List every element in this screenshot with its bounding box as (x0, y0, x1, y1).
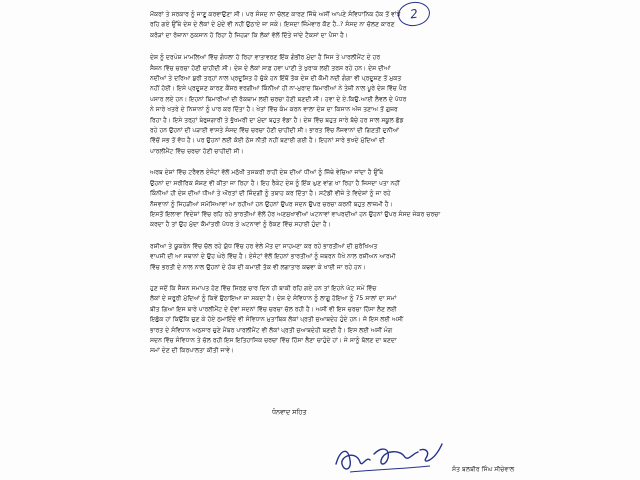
text-line: ਸੈਸ਼ਨ ਵਿੱਚ ਚਰਚਾ ਹੋਣੀ ਚਾਹੀਦੀ ਸੀ। ਦੇਸ਼ ਦੇ ਲੋਕਾਂ ਸਾਫ਼ ਹਵਾ ਪਾਣੀ ਤੇ ਖੁਰਾਕ ਲਈ ਤਰਸ ਰਹੇ ਹਨ। ਦੇਸ਼ ਦੀਆਂ (150, 64, 391, 72)
text-line: ਲੋਕਾਂ ਦੇ ਜ਼ਰੂਰੀ ਮੁੱਦਿਆਂ ਨੂੰ ਕਿਵੇਂ ਉਠਾਇਆ ਜਾ ਸਕਦਾ ਹੈ। ਦੇਸ਼ ਦੇ ਸੰਵਿਧਾਨ ਨੂੰ ਲਾਗੂ ਹੋਇਆ ਨੂੰ 75 ਸਾਲਾਂ ਦਾ ਸਮਾਂ (150, 295, 397, 303)
text-line: ਨੌਜਵਾਨਾਂ ਨੂੰ ਜਿਹੜੀਆਂ ਸਮੱਸਿਆਵਾਂ ਆ ਰਹੀਆਂ ਹਨ ਉਹਨਾਂ ਉਪਰ ਸਦਨ ਉਪਰ ਚਰਚਾ ਕਰਨੀ ਬਹੁਤ ਲਾਜ਼ਮੀ ਹੈ। (150, 200, 393, 208)
text-line: ਨਦੀਆਂ ਤੇ ਦਰਿਆ ਬੁਰੀ ਤਰ੍ਹਾਂ ਨਾਲ ਪ੍ਰਦੂਸ਼ਿਤ ਹੋ ਚੁੱਕੇ ਹਨ ਇੱਥੋਂ ਤੱਕ ਦੇਸ਼ ਦੀ ਕੌਮੀ ਨਦੀ ਗੰਗਾ ਵੀ ਪ੍ਰਦੂਸ਼ਣ ਤੋਂ ਮੁਕਤ (150, 75, 402, 83)
paragraph-4 (150, 242, 505, 273)
text-line: ਕਿੰਨੀਆਂ ਹੀ ਦੇਸ਼ ਦੀਆਂ ਧੀਆਂ ਤੇ ਔਰਤਾਂ ਦੀ ਜ਼ਿੰਦਗੀ ਨੂੰ ਤਬਾਹ ਕਰ ਦਿੱਤਾ ਹੈ। ਸਟੱਡੀ ਵੀਜ਼ੇ ਤੇ ਵਿਦੇਸ਼ਾਂ ਨੂੰ ਜਾ ਰਹੇ (150, 190, 391, 198)
paragraph-2 (150, 53, 505, 157)
paragraph-1 (150, 10, 505, 41)
page-number: 2 (409, 6, 419, 22)
text-line: ਵਿੱਚੋਂ ਸਭ ਤੋਂ ਵੱਧ ਹੈ। ਪਰ ਉਹਨਾਂ ਲਈ ਕੋਈ ਠੋਸ ਨੀਤੀ ਨਹੀਂ ਬਣਾਈ ਗਈ ਹੈ। ਇਹਨਾਂ ਸਾਰੇ ਭਖਦੇ ਮੁੱਦਿਆਂ ਦੀ (150, 137, 385, 145)
text-line: ਬੀਤ ਗਿਆ ਇਸ ਬਾਰੇ ਪਾਰਲੀਮੈਂਟ ਦੇ ਦੋਵਾਂ ਸਦਨਾਂ ਵਿੱਚ ਚਰਚਾ ਚੱਲ ਰਹੀ ਹੈ। ਅਸੀਂ ਵੀ ਇਸ ਚਰਚਾ ਹਿੱਸਾ ਲੈਣ ਲਈ (150, 305, 397, 313)
text-line: ਨੇ ਸਾਰੇ ਖਤਰੇ ਦੇ ਨਿਸ਼ਾਨਾਂ ਨੂੰ ਪਾਰ ਕਰ ਦਿੱਤਾ ਹੈ। ਖੇਤਾਂ ਵਿੱਚ ਕੰਮ ਕਰਨ ਵਾਲਾ ਦੇਸ਼ ਦਾ ਕਿਸਾਨ ਅੱਜ ਤਣਾਅ ਤੋਂ ਗੁਜ਼ਰ (150, 106, 398, 114)
letter-body (150, 10, 505, 368)
text-line: ਮੌਕਰਾਂ ਤੇ ਸਰਕਾਰ ਨੂੰ ਜਾਣੂ ਕਰਵਾਉਣਾ ਸੀ। ਪਰ ਸੰਸਦ ਨਾ ਚੱਲਣ ਕਾਰਣ ਜਿੱਥੇ ਅਸੀਂ ਆਪਣੇ ਸੰਵਿਧਾਨਿਕ ਹੱਕ ਤੋਂ ਵਾਂਝੇ (150, 11, 401, 18)
text-line: ਰਿਹਾ ਹੈ। ਇਸੇ ਤਰ੍ਹਾਂ ਬੇਰੁਜ਼ਗਾਰੀ ਤੇ ਭੁੱਖਮਰੀ ਦਾ ਮੁੱਦਾ ਬਹੁਤ ਵੱਡਾ ਹੈ। ਦੇਸ਼ ਵਿੱਚ ਬਹੁਤ ਸਾਰੇ ਬੱਚੇ ਹਰ ਸਾਲ ਸਕੂਲ ਛੱਡ (150, 116, 404, 124)
signer-name: ਸੰਤ ਬਲਬੀਰ ਸਿੰਘ ਸੀਚੇਵਾਲ (452, 466, 515, 473)
text-line: ਸਮਾਂ ਦੇਣ ਦੀ ਕਿਰਪਾਲਤਾ ਕੀਤੀ ਜਾਵੇ। (150, 347, 235, 355)
text-line: ਇਛੁੱਕ ਹਾਂ ਕਿਉਂਕਿ ਚੁਣ ਕੇ ਹੋਏ ਨੁਮਾਇੰਦੇ ਵੀ ਸੰਵਿਧਾਨ ਮੁਤਾਬਿਕ ਲੋਕਾਂ ਪ੍ਰਤੀ ਜੁਆਬਦੇਹ ਹੁੰਦੇ ਹਨ। ਜੋ ਇਸ ਲਈ ਅਸੀਂ (150, 316, 404, 324)
text-line: ਦੇਸ਼ ਨੂੰ ਦਰਪੇਸ਼ ਮਾਮਲਿਆਂ ਵਿੱਚ ਗੰਧਲਾ ਹੋ ਰਿਹਾ ਵਾਤਾਵਰਣ ਇੱਕ ਗੰਭੀਰ ਮੁੱਦਾ ਹੈ ਜਿਸ ਤੇ ਪਾਰਲੀਮੈਂਟ ਦੇ ਹਰ (150, 54, 381, 62)
closing-salutation: ਧੰਨਵਾਦ ਸਹਿਤ (272, 408, 307, 416)
text-line: ਇਸਤੋਂ ਇਲਾਵਾ ਵਿਦੇਸ਼ਾਂ ਵਿੱਚ ਰਹਿ ਰਹੇ ਭਾਰਤੀਆਂ ਵੱਲੋਂ ਹੋਰ ਅਣਸੁਖਾਵੀਆਂ ਘਟਨਾਵਾਂ ਵਾਪਰਦੀਆਂ ਹਨ ਉਹਨਾਂ ਉਪਰ ਸੰਸਦ ਜੇਕਰ ਚਰਚਾ (150, 210, 441, 218)
text-line: ਪਸਾਰ ਲਏ ਹਨ। ਇਹਨਾਂ ਬਿਮਾਰੀਆਂ ਦੀ ਰੋਕਥਾਮ ਲਈ ਚਰਚਾ ਹੋਣੀ ਬਣਦੀ ਸੀ। ਹਵਾ ਦੇ ਏ.ਕਿਉ.ਆਈ ਲੈਵਲ ਦੇ ਪੱਧਰ (150, 95, 407, 103)
text-line: ਭਾਰਤ ਦੇ ਸੰਵਿਧਾਨ ਅਨੁਸਾਰ ਚੁਣੇ ਮੈਂਬਰ ਪਾਰਲੀਮੈਂਟ ਵੀ ਲੋਕਾਂ ਪ੍ਰਤੀ ਜੁਆਬਦੇਹੀ ਬਣਦੀ ਹੈ। ਇਸ ਲਈ ਅਸੀਂ ਮੰਗ (150, 326, 393, 334)
text-line: ਹੁਣ ਜਦੋਂ ਕਿ ਸੈਸ਼ਨ ਸਮਾਪਤ ਹੋਣ ਵਿੱਚ ਸਿਰਫ਼ ਚਾਰ ਦਿਨ ਹੀ ਬਾਕੀ ਰਹਿ ਗਏ ਹਨ ਤਾਂ ਇਹਨੇ ਘੱਟ ਸਮੇਂ ਵਿੱਚ (150, 284, 377, 292)
text-line: ਕਰਦਾ ਹੈ ਤਾਂ ਉਹ ਮੁੱਦਾ ਕੌਮਾਂਤਰੀ ਪੱਧਰ ਤੇ ਘਟਨਾਵਾਂ ਨੂੰ ਰੋਕਣ ਵਿੱਚ ਸਹਾਈ ਹੁੰਦਾ ਹੈ। (150, 221, 331, 229)
paragraph-5 (150, 284, 505, 357)
text-line: ਵਾਪਸੀ ਦੀ ਆ ਸਥਾਨਾਂ ਦੇ ਉਹ ਘੇਰੇ ਵਿੱਚ ਹੈ। ਏਜੰਟਾਂ ਵੱਲੋਂ ਇਹਨਾਂ ਭਾਰਤੀਆਂ ਨੂੰ ਜ਼ਬਰਨ ਧੋਖੇ ਨਾਲ ਰਸ਼ੀਅਨ ਆਰਮੀ (150, 253, 396, 261)
text-line: ਰਸ਼ੀਆ ਤੇ ਯੂਕਰੇਨ ਵਿੱਚ ਚੱਲ ਰਹੇ ਯੁੱਧ ਵਿੱਚ ਹਰ ਵੇਲੇ ਮੌਤ ਦਾ ਸਾਹਮਣਾ ਕਰ ਰਹੇ ਭਾਰਤੀਆਂ ਦੀ ਸੁਰੱਖਿਅਤ (150, 242, 378, 250)
text-line: ਉਹਨਾਂ ਦਾ ਸਰੀਰਿਕ ਸ਼ੋਸ਼ਣ ਵੀ ਕੀਤਾ ਜਾ ਰਿਹਾ ਹੈ। ਇਹ ਰੈਕੇਟ ਦੇਸ਼ ਨੂੰ ਇੱਕ ਘੁਣ ਵਾਂਗ ਖਾ ਰਿਹਾ ਹੈ ਜਿਸਦਾ ਪਤਾ ਨਹੀਂ (150, 179, 400, 187)
text-line: ਸਦਨ ਵਿੱਚ ਸੰਵਿਧਾਨ ਤੇ ਚੱਲ ਰਹੀ ਇਸ ਇਤਿਹਾਸਿਕ ਚਰਚਾ ਵਿੱਚ ਹਿੱਸਾ ਲੈਣਾ ਚਾਹੁੰਦੇ ਹਾਂ। ਜੇ ਸਾਨੂੰ ਬੋਲਣ ਦਾ ਬਣਦਾ (150, 336, 397, 344)
text-line: ਨਹੀਂ ਹੋਈ। ਇਸੇ ਪ੍ਰਦੂਸ਼ਣ ਕਾਰਣ ਕੈਂਸਰ ਵਰਗੀਆਂ ਕਿੰਨੀਆਂ ਹੀ ਨਾ-ਮੁਰਾਦ ਬਿਮਾਰੀਆਂ ਨੇ ਤੇਜ਼ੀ ਨਾਲ ਪੂਰੇ ਦੇਸ਼ ਵਿੱਚ ਪੈਰ (150, 85, 407, 93)
text-line: ਪਾਰਲੀਮੈਂਟ ਵਿੱਚ ਚਰਚਾ ਹੋਣੀ ਚਾਹੀਦੀ ਸੀ। (150, 147, 244, 155)
handwritten-signature (330, 436, 450, 476)
paragraph-3 (150, 168, 505, 230)
text-line: ਵਿੱਚ ਭਰਤੀ ਦੇ ਨਾਲ ਨਾਲ ਉਹਨਾਂ ਦੇ ਹੱਕ ਦੀ ਕਮਾਈ ਤੱਕ ਵੀ ਲਗਾਤਾਰ ਕਢਵਾ ਕੇ ਖਾਈ ਜਾ ਰਹੇ ਹਨ। (150, 263, 366, 271)
text-line: ਰਹੇ ਹਨ ਉਹਨਾਂ ਦੀ ਪੜਾਈ ਵਾਸਤੇ ਸੰਸਦ ਵਿੱਚ ਚਰਚਾ ਹੋਣੀ ਚਾਹੀਦੀ ਸੀ। ਭਾਰਤ ਵਿੱਚ ਨੌਜਵਾਨਾਂ ਦੀ ਗਿਣਤੀ ਦੁਨੀਆਂ (150, 127, 399, 135)
text-line: ਅਰਬ ਦੇਸ਼ਾਂ ਵਿੱਚ ਟਰੈਵਲ ਏਜੰਟਾਂ ਵੱਲੋਂ ਮਨੁੱਖੀ ਤਸਕਰੀ ਰਾਹੀ ਦੇਸ਼ ਦੀਆਂ ਧੀਆਂ ਨੂੰ ਜਿੱਥੇ ਵੇਚਿਆ ਜਾਂਦਾ ਹੈ ਉੱਥੇ (150, 169, 384, 177)
text-line: ਕਰੋੜਾਂ ਦਾ ਰੋਜ਼ਾਨਾ ਨੁਕਸਾਨ ਹੋ ਰਿਹਾ ਹੈ ਜਿਹੜਾ ਕਿ ਲੋਕਾਂ ਵੱਲੋਂ ਦਿੱਤੇ ਜਾਂਦੇ ਟੈਕਸਾਂ ਦਾ ਪੈਸਾ ਹੈ। (150, 31, 349, 39)
text-line: ਰਹਿ ਗਏ ਉੱਥੇ ਦੇਸ਼ ਦੇ ਲੋਕਾਂ ਦੇ ਮੁੱਦੇ ਵੀ ਨਹੀਂ ਉਠਾਏ ਜਾ ਸਕੇ। ਇਸਦਾ ਜਿੰਮੇਵਾਰ ਕੌਣ ਹੈ..? ਸੰਸਦ ਨਾ ਚੱਲਣ ਕਾਰਣ (150, 21, 395, 29)
